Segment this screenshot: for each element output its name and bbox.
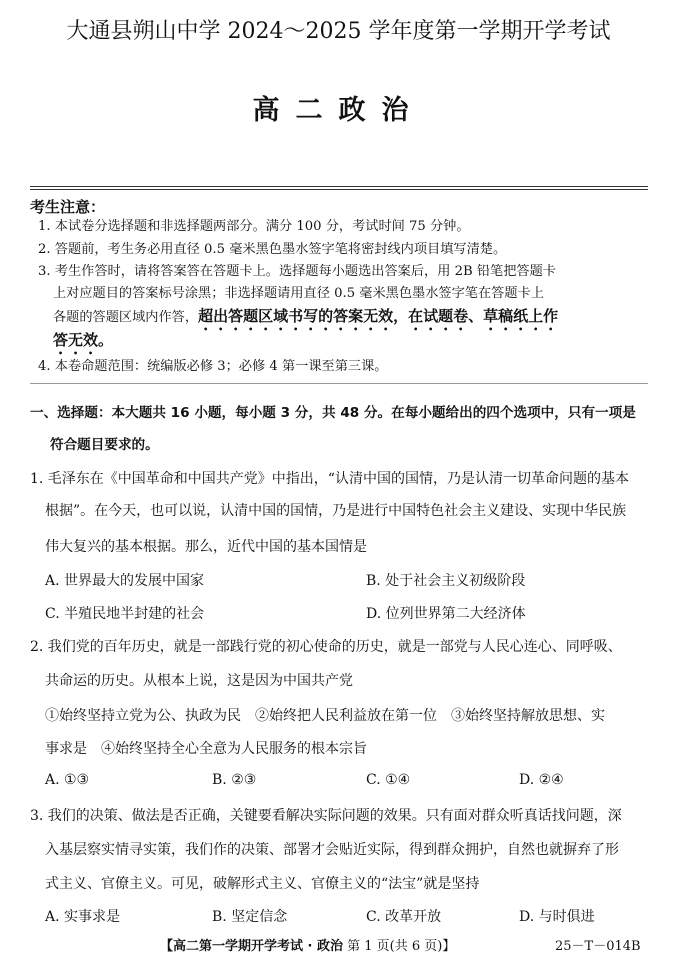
question-2-option-c: C. ①④ [366, 772, 411, 788]
section-heading-cont: 符合题目要求的。 [50, 437, 159, 453]
question-3-option-b: B. 坚定信念 [212, 909, 288, 925]
notice-item-4: 4. 本卷命题范围：统编版必修 3；必修 4 第一课至第三课。 [38, 359, 388, 374]
question-2-statements: ①始终坚持立党为公、执政为民 ②始终把人民利益放在第一位 ③始终坚持解放思想、实 [45, 708, 605, 724]
question-1-stem-end: 伟大复兴的基本根据。那么，近代中国的基本国情是 [45, 539, 367, 555]
notice-item-3: 3. 考生作答时，请将答案答在答题卡上。选择题每小题选出答案后，用 2B 铅笔把答题卡 [38, 264, 556, 279]
top-rule [30, 186, 648, 187]
question-3-stem: 3. 我们的决策、做法是否正确，关键要看解决实际问题的效果。只有面对群众听真话找问题，深 [30, 808, 622, 824]
notice-heading: 考生注意： [30, 198, 106, 216]
notice-item-2: 2. 答题前，考生务必用直径 0.5 毫米黑色墨水签字笔将密封线内项目填写清楚。 [38, 242, 507, 257]
question-1-option-a: A. 世界最大的发展中国家 [45, 573, 205, 589]
footer-page-number: 第 1 页(共 6 页)】 [347, 939, 456, 954]
paper-code: 25－T－014B [555, 939, 641, 954]
notice-item-3-cont: 上对应题目的答案标号涂黑；非选择题请用直径 0.5 毫米黑色墨水签字笔在答题卡上 [53, 286, 544, 301]
question-2-stem: 2. 我们党的百年历史，就是一部践行党的初心使命的历史，就是一部党与人民心连心、同呼吸、 [30, 639, 622, 655]
question-3-stem-cont: 入基层察实情寻实策，我们作的决策、部署才会贴近实际，得到群众拥护，自然也就摒弃了形 [45, 842, 619, 858]
question-3-option-d: D. 与时俱进 [519, 909, 595, 925]
question-3-option-c: C. 改革开放 [366, 909, 442, 925]
question-1-option-b: B. 处于社会主义初级阶段 [366, 573, 526, 589]
question-2-statements-cont: 事求是 ④始终坚持全心全意为人民服务的根本宗旨 [45, 741, 367, 757]
notice-emphasis-end: 答无效。 [53, 331, 114, 349]
school-exam-title: 大通县朔山中学 2024～2025 学年度第一学期开学考试 [66, 19, 611, 44]
section-heading: 一、选择题：本大题共 16 小题，每小题 3 分，共 48 分。在每小题给出的四个选项中，只有一项是 [30, 405, 636, 421]
notice-item-3-cont-2 [53, 305, 558, 334]
question-2-option-b: B. ②③ [212, 772, 257, 788]
notice-item-3-text: 各题的答题区域内作答， [53, 310, 199, 325]
footer-exam-label: 【高二第一学期开学考试 · 政治 [160, 939, 343, 954]
question-2-option-a: A. ①③ [45, 772, 90, 788]
question-3-stem-end: 式主义、官僚主义。可见，破解形式主义、官僚主义的“法宝”就是坚持 [45, 876, 480, 892]
notice-item-1: 1. 本试卷分选择题和非选择题两部分。满分 100 分，考试时间 75 分钟。 [38, 219, 470, 234]
subject-title: 高二政治 [252, 95, 425, 126]
question-2-stem-cont: 共命运的历史。从根本上说，这是因为中国共产党 [45, 673, 353, 689]
question-1-stem-cont: 根据”。在今天，也可以说，认清中国的国情，乃是进行中国特色社会主义建设、实现中华民族 [45, 503, 627, 519]
question-1-option-c: C. 半殖民地半封建的社会 [45, 606, 205, 622]
question-3-option-a: A. 实事求是 [45, 909, 121, 925]
notice-bottom-rule [30, 383, 648, 384]
question-1-option-d: D. 位列世界第二大经济体 [366, 606, 526, 622]
notice-emphasis: 超出答题区域书写的答案无效，在试题卷、草稿纸上作 [198, 307, 559, 325]
question-2-option-d: D. ②④ [519, 772, 564, 788]
question-1-stem: 1. 毛泽东在《中国革命和中国共产党》中指出，“认清中国的国情，乃是认清一切革命问题的基本 [30, 471, 629, 487]
page-footer [160, 935, 455, 954]
top-rule-double [30, 189, 648, 190]
